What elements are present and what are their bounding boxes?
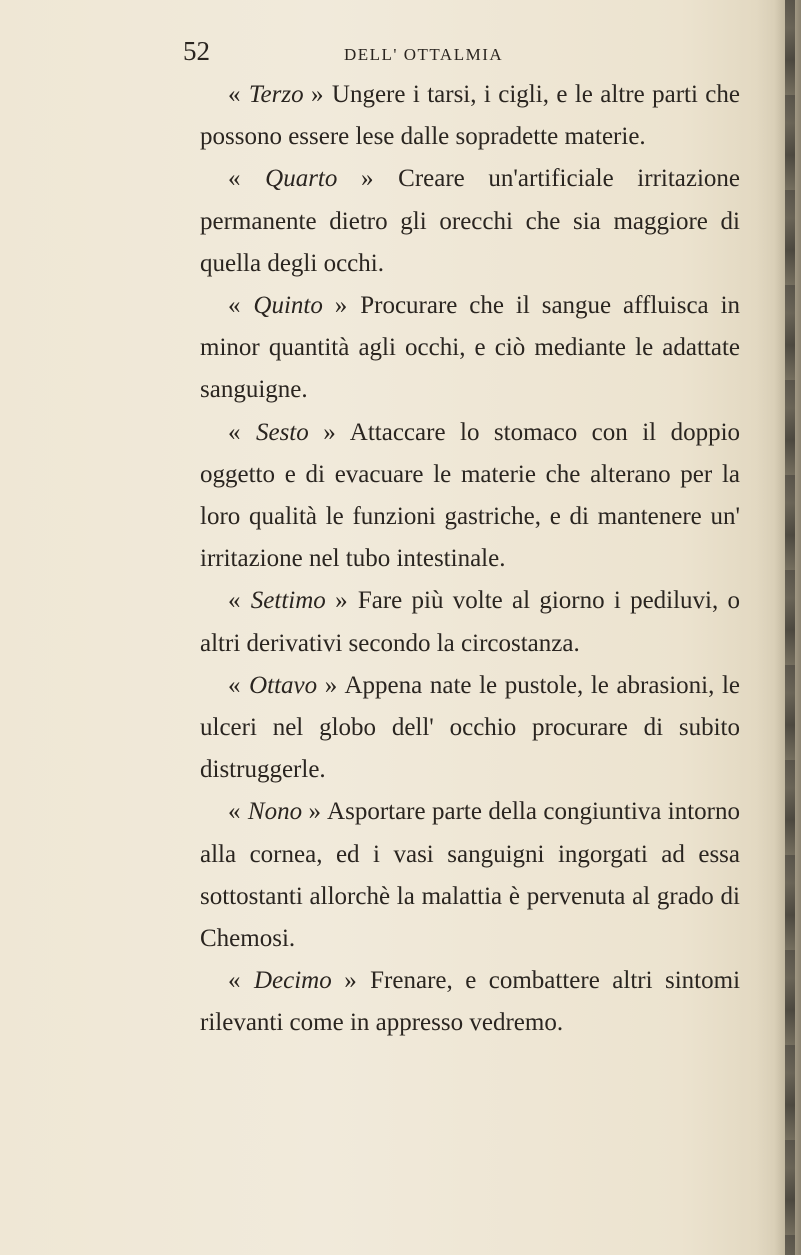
close-quote: » (324, 671, 339, 699)
close-quote: » (310, 81, 325, 108)
paragraph-nono (200, 791, 740, 960)
paragraph-terzo (200, 74, 740, 158)
paragraph-quinto (200, 285, 740, 412)
item-text: Asportare parte della congiuntiva intorno alla cornea, ed i vasi sanguigni ingorgati ad essa sottostanti allorchè la malattia è pervenuta al grado di Chemosi. (200, 798, 741, 953)
open-quote: « (228, 671, 242, 699)
paragraph-ottavo (200, 665, 740, 792)
page-header (0, 36, 801, 76)
item-label: Quinto (253, 292, 323, 320)
paragraph-settimo (200, 580, 740, 664)
paragraph-decimo (200, 960, 740, 1044)
open-quote: « (228, 81, 242, 108)
body-text (200, 74, 740, 1045)
open-quote: « (228, 587, 242, 615)
close-quote: » (335, 587, 349, 615)
item-label: Quarto (265, 165, 338, 193)
close-quote: » (308, 798, 322, 826)
item-text: Frenare, e combattere altri sintomi rilevanti come in appresso vedremo. (200, 967, 741, 1037)
item-text: Attaccare lo stomaco con il doppio oggetto e di evacuare le materie che alterano per la loro qualità le funzioni gastriche, e di mantenere un' irritazione nel tubo intestinale. (200, 418, 741, 573)
paragraph-sesto (200, 412, 740, 581)
open-quote: « (228, 967, 242, 995)
item-label: Decimo (253, 967, 332, 995)
page-number: 52 (183, 36, 210, 66)
item-label: Sesto (255, 418, 309, 446)
close-quote: » (344, 967, 358, 995)
close-quote: » (361, 165, 375, 193)
item-text: Creare un'artificiale irritazione permanente dietro gli orecchi che sia maggiore di quella degli occhi. (200, 165, 741, 277)
open-quote: « (228, 418, 242, 446)
open-quote: « (228, 165, 242, 193)
open-quote: « (228, 798, 242, 826)
open-quote: « (228, 292, 242, 320)
item-text: Ungere i tarsi, i cigli, e le altre parti che possono essere lese dalle sopradette materie. (200, 81, 741, 151)
item-label: Settimo (250, 587, 326, 615)
paragraph-quarto (200, 158, 740, 285)
close-quote: » (323, 418, 337, 446)
item-text: Procurare che il sangue affluisca in minor quantità agli occhi, e ciò mediante le adattate sanguigne. (200, 292, 741, 404)
item-label: Terzo (248, 81, 304, 108)
item-label: Nono (247, 798, 303, 826)
item-text: Appena nate le pustole, le abrasioni, le ulceri nel globo dell' occhio procurare di subito distruggerle. (200, 671, 741, 784)
item-text: Fare più volte al giorno i pediluvi, o altri derivativi secondo la circostanza. (200, 587, 741, 657)
item-label: Ottavo (249, 671, 318, 699)
close-quote: » (334, 292, 349, 320)
running-title: DELL' OTTALMIA (344, 45, 504, 64)
binding-edge (785, 0, 795, 1255)
